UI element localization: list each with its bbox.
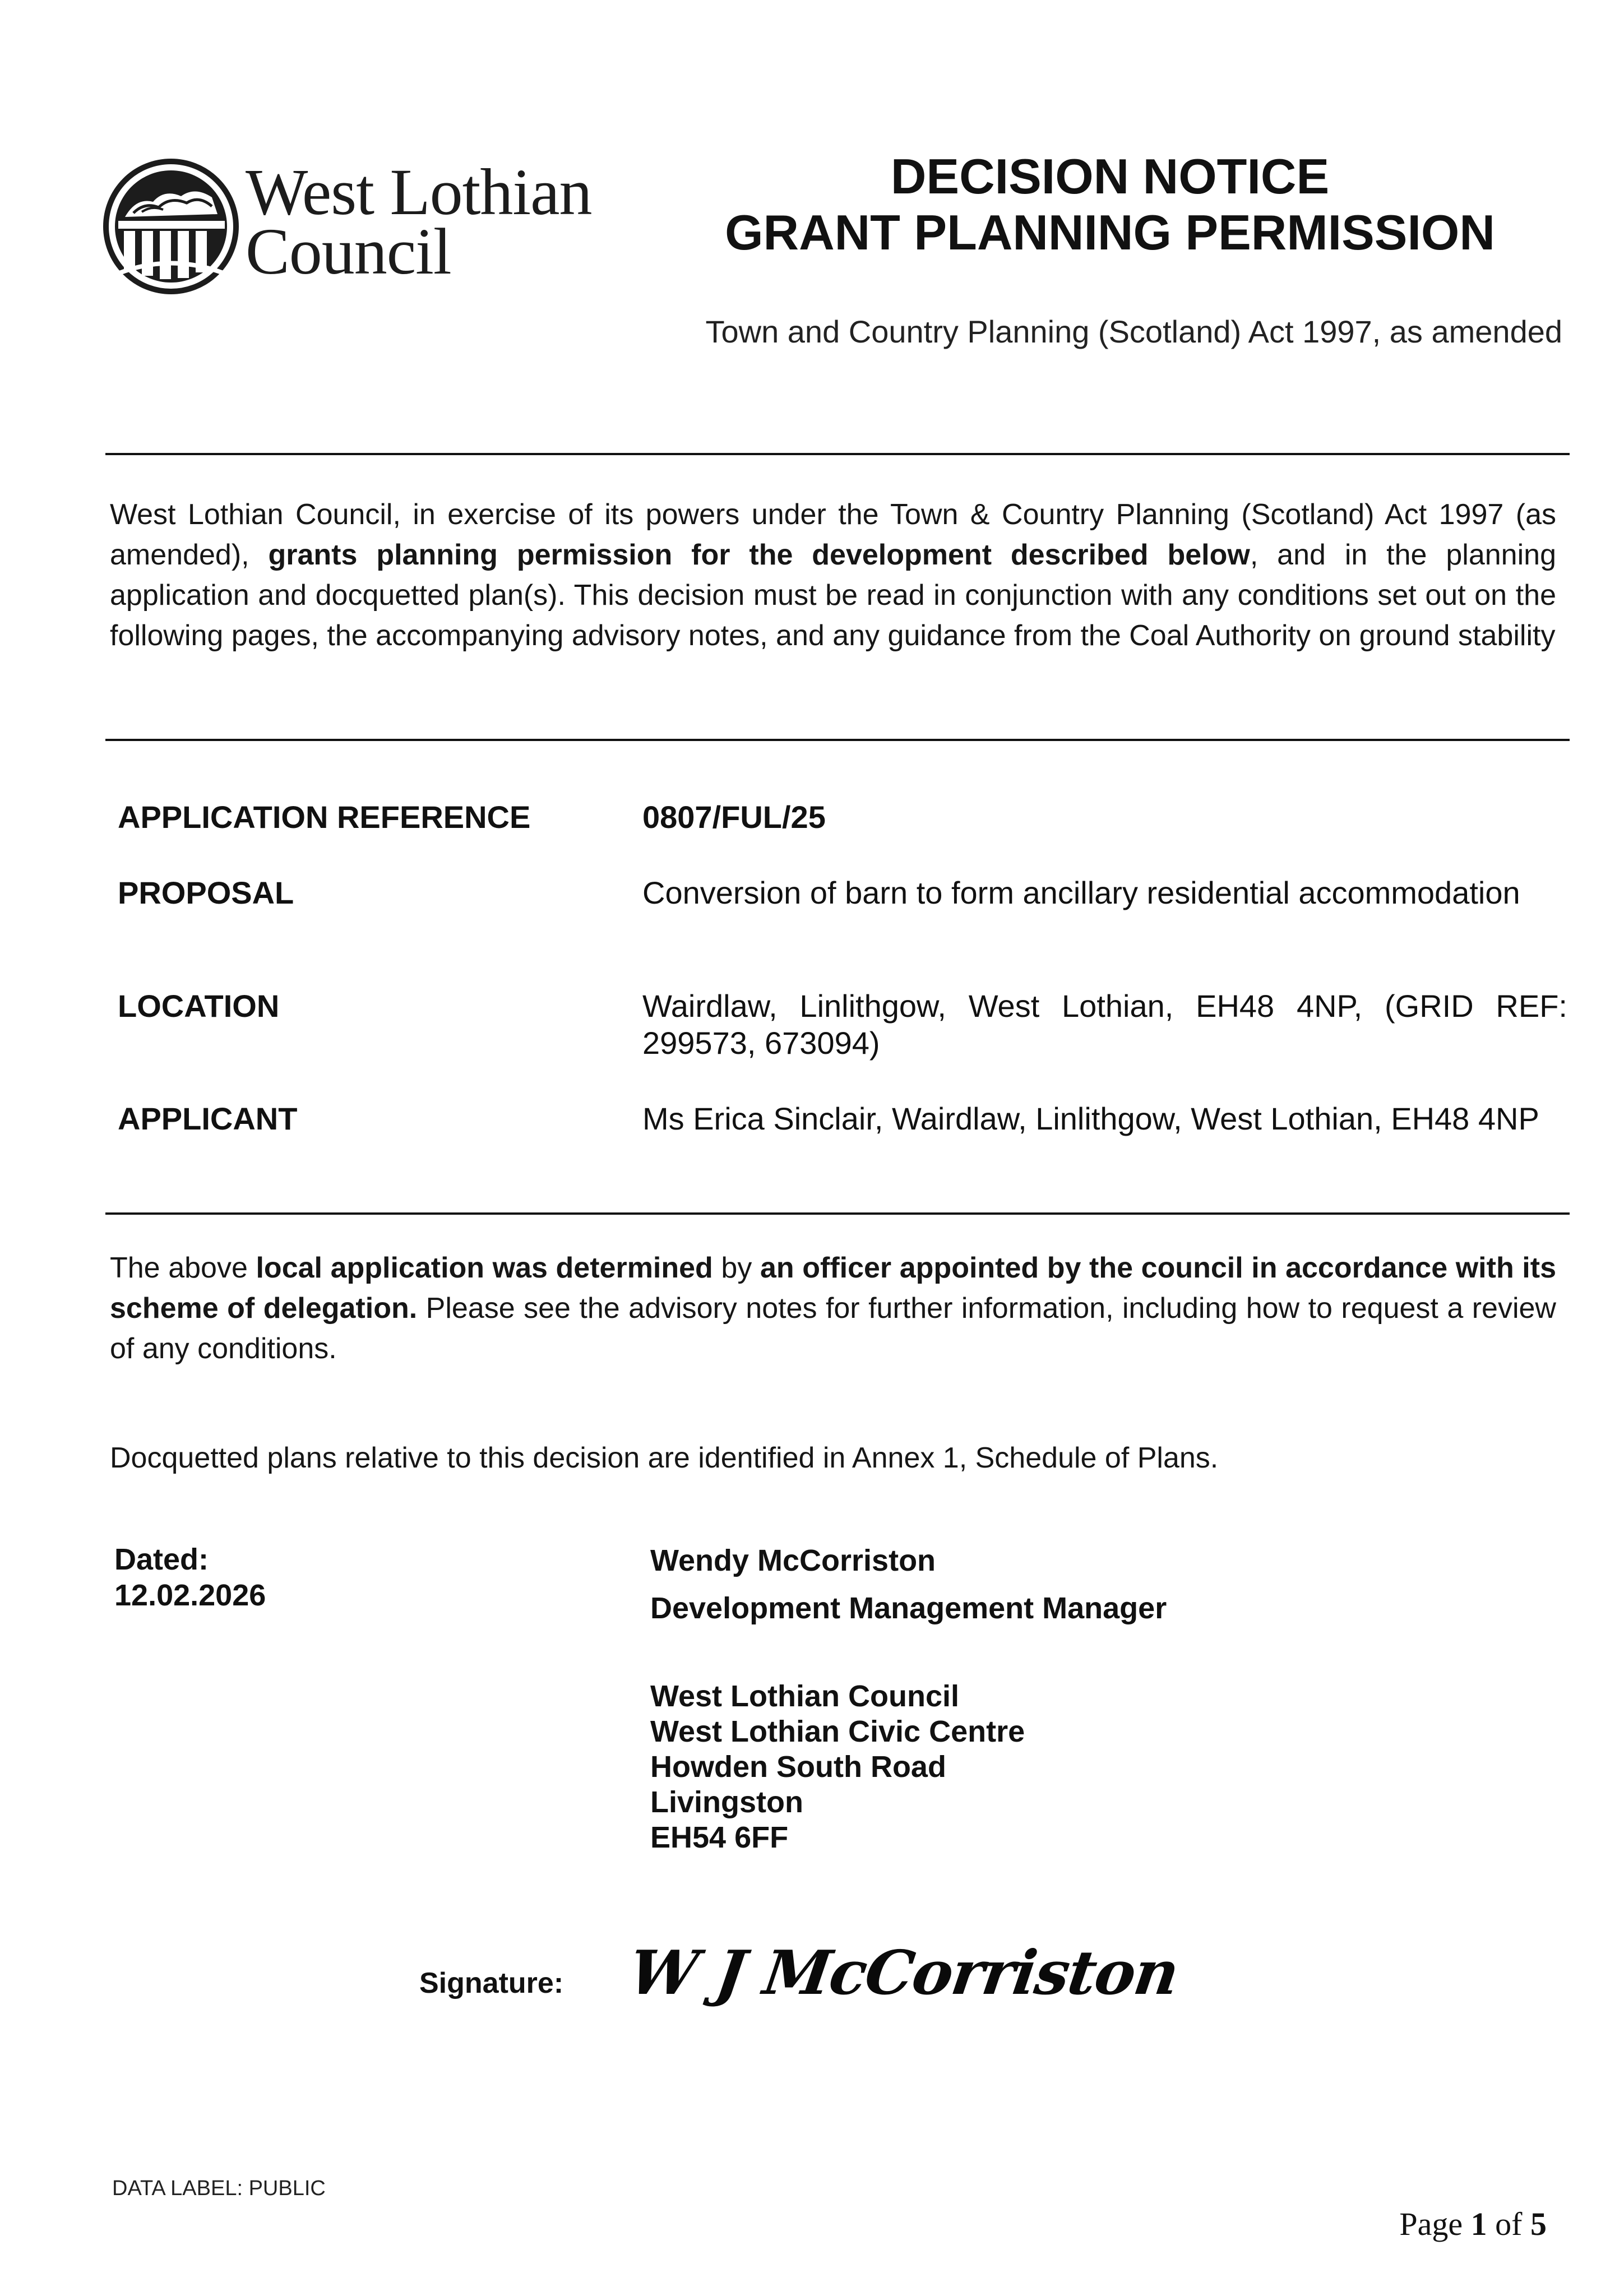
page-of: of (1487, 2206, 1530, 2242)
determination-text-1: The above (110, 1252, 256, 1284)
dated-label: Dated: (114, 1543, 209, 1576)
handwritten-signature: W J McCorriston (624, 1938, 1183, 2008)
page-number (1399, 2206, 1547, 2243)
divider-bottom (105, 1212, 1570, 1215)
logo-wordmark (246, 155, 592, 288)
reference-label: APPLICATION REFERENCE (118, 799, 531, 835)
notice-title: DECISION NOTICE (890, 149, 1330, 204)
determination-bold-2: an officer appointed by the council in accordance with its scheme of delegation. (110, 1252, 1556, 1325)
address-line: Howden South Road (650, 1750, 946, 1784)
determination-bold-1: local application was determined (256, 1252, 713, 1284)
data-label: DATA LABEL: PUBLIC (112, 2177, 326, 2200)
council-logo (103, 155, 610, 299)
intro-text-2: , and in the planning application and docquetted plan(s). This decision must be read in conjunction with any conditions set out on the following pages, the accompanying advisory notes, and any guidance from the Coal Authority on ground stability (110, 539, 1556, 652)
page-prefix: Page (1399, 2206, 1471, 2242)
reference-value: 0807/FUL/25 (642, 799, 826, 835)
intro-text-bold: grants planning permission for the development described below (268, 539, 1250, 571)
applicant-label: APPLICANT (118, 1101, 298, 1136)
proposal-value: Conversion of barn to form ancillary residential accommodation (642, 875, 1520, 910)
logo-line-1: West Lothian (246, 155, 592, 229)
intro-paragraph (110, 494, 1556, 656)
address-line: West Lothian Council (650, 1679, 959, 1713)
address-line: EH54 6FF (650, 1821, 789, 1854)
viaduct-emblem-icon (103, 158, 240, 295)
determination-text-2: by (712, 1252, 760, 1284)
page-total: 5 (1530, 2206, 1547, 2242)
signatory-role: Development Management Manager (650, 1591, 1167, 1625)
determination-text-3: Please see the advisory notes for further information, including how to request a review of any conditions. (110, 1292, 1556, 1365)
signature-label: Signature: (419, 1967, 564, 1999)
act-reference: Town and Country Planning (Scotland) Act 1997, as amended (705, 314, 1562, 349)
notice-subtitle: GRANT PLANNING PERMISSION (725, 205, 1495, 260)
signatory-name: Wendy McCorriston (650, 1544, 936, 1577)
address-line: West Lothian Civic Centre (650, 1715, 1025, 1748)
location-label: LOCATION (118, 988, 280, 1024)
intro-text-1: West Lothian Council, in exercise of its powers under the Town & Country Planning (Scotland) Act 1997 (as amended), (110, 498, 1556, 571)
council-address (650, 1679, 1025, 1855)
divider-middle (105, 739, 1570, 741)
determination-paragraph (110, 1248, 1556, 1369)
logo-line-2: Council (246, 215, 451, 288)
location-value: Wairdlaw, Linlithgow, West Lothian, EH48 4NP, (GRID REF: 299573, 673094) (642, 988, 1567, 1061)
page-current: 1 (1470, 2206, 1487, 2242)
proposal-label: PROPOSAL (118, 875, 294, 910)
applicant-value: Ms Erica Sinclair, Wairdlaw, Linlithgow, West Lothian, EH48 4NP (642, 1101, 1539, 1136)
dated-value: 12.02.2026 (114, 1578, 266, 1612)
address-line: Livingston (650, 1785, 803, 1819)
plans-note: Docquetted plans relative to this decision are identified in Annex 1, Schedule of Plans. (110, 1442, 1219, 1474)
divider-top (105, 453, 1570, 455)
